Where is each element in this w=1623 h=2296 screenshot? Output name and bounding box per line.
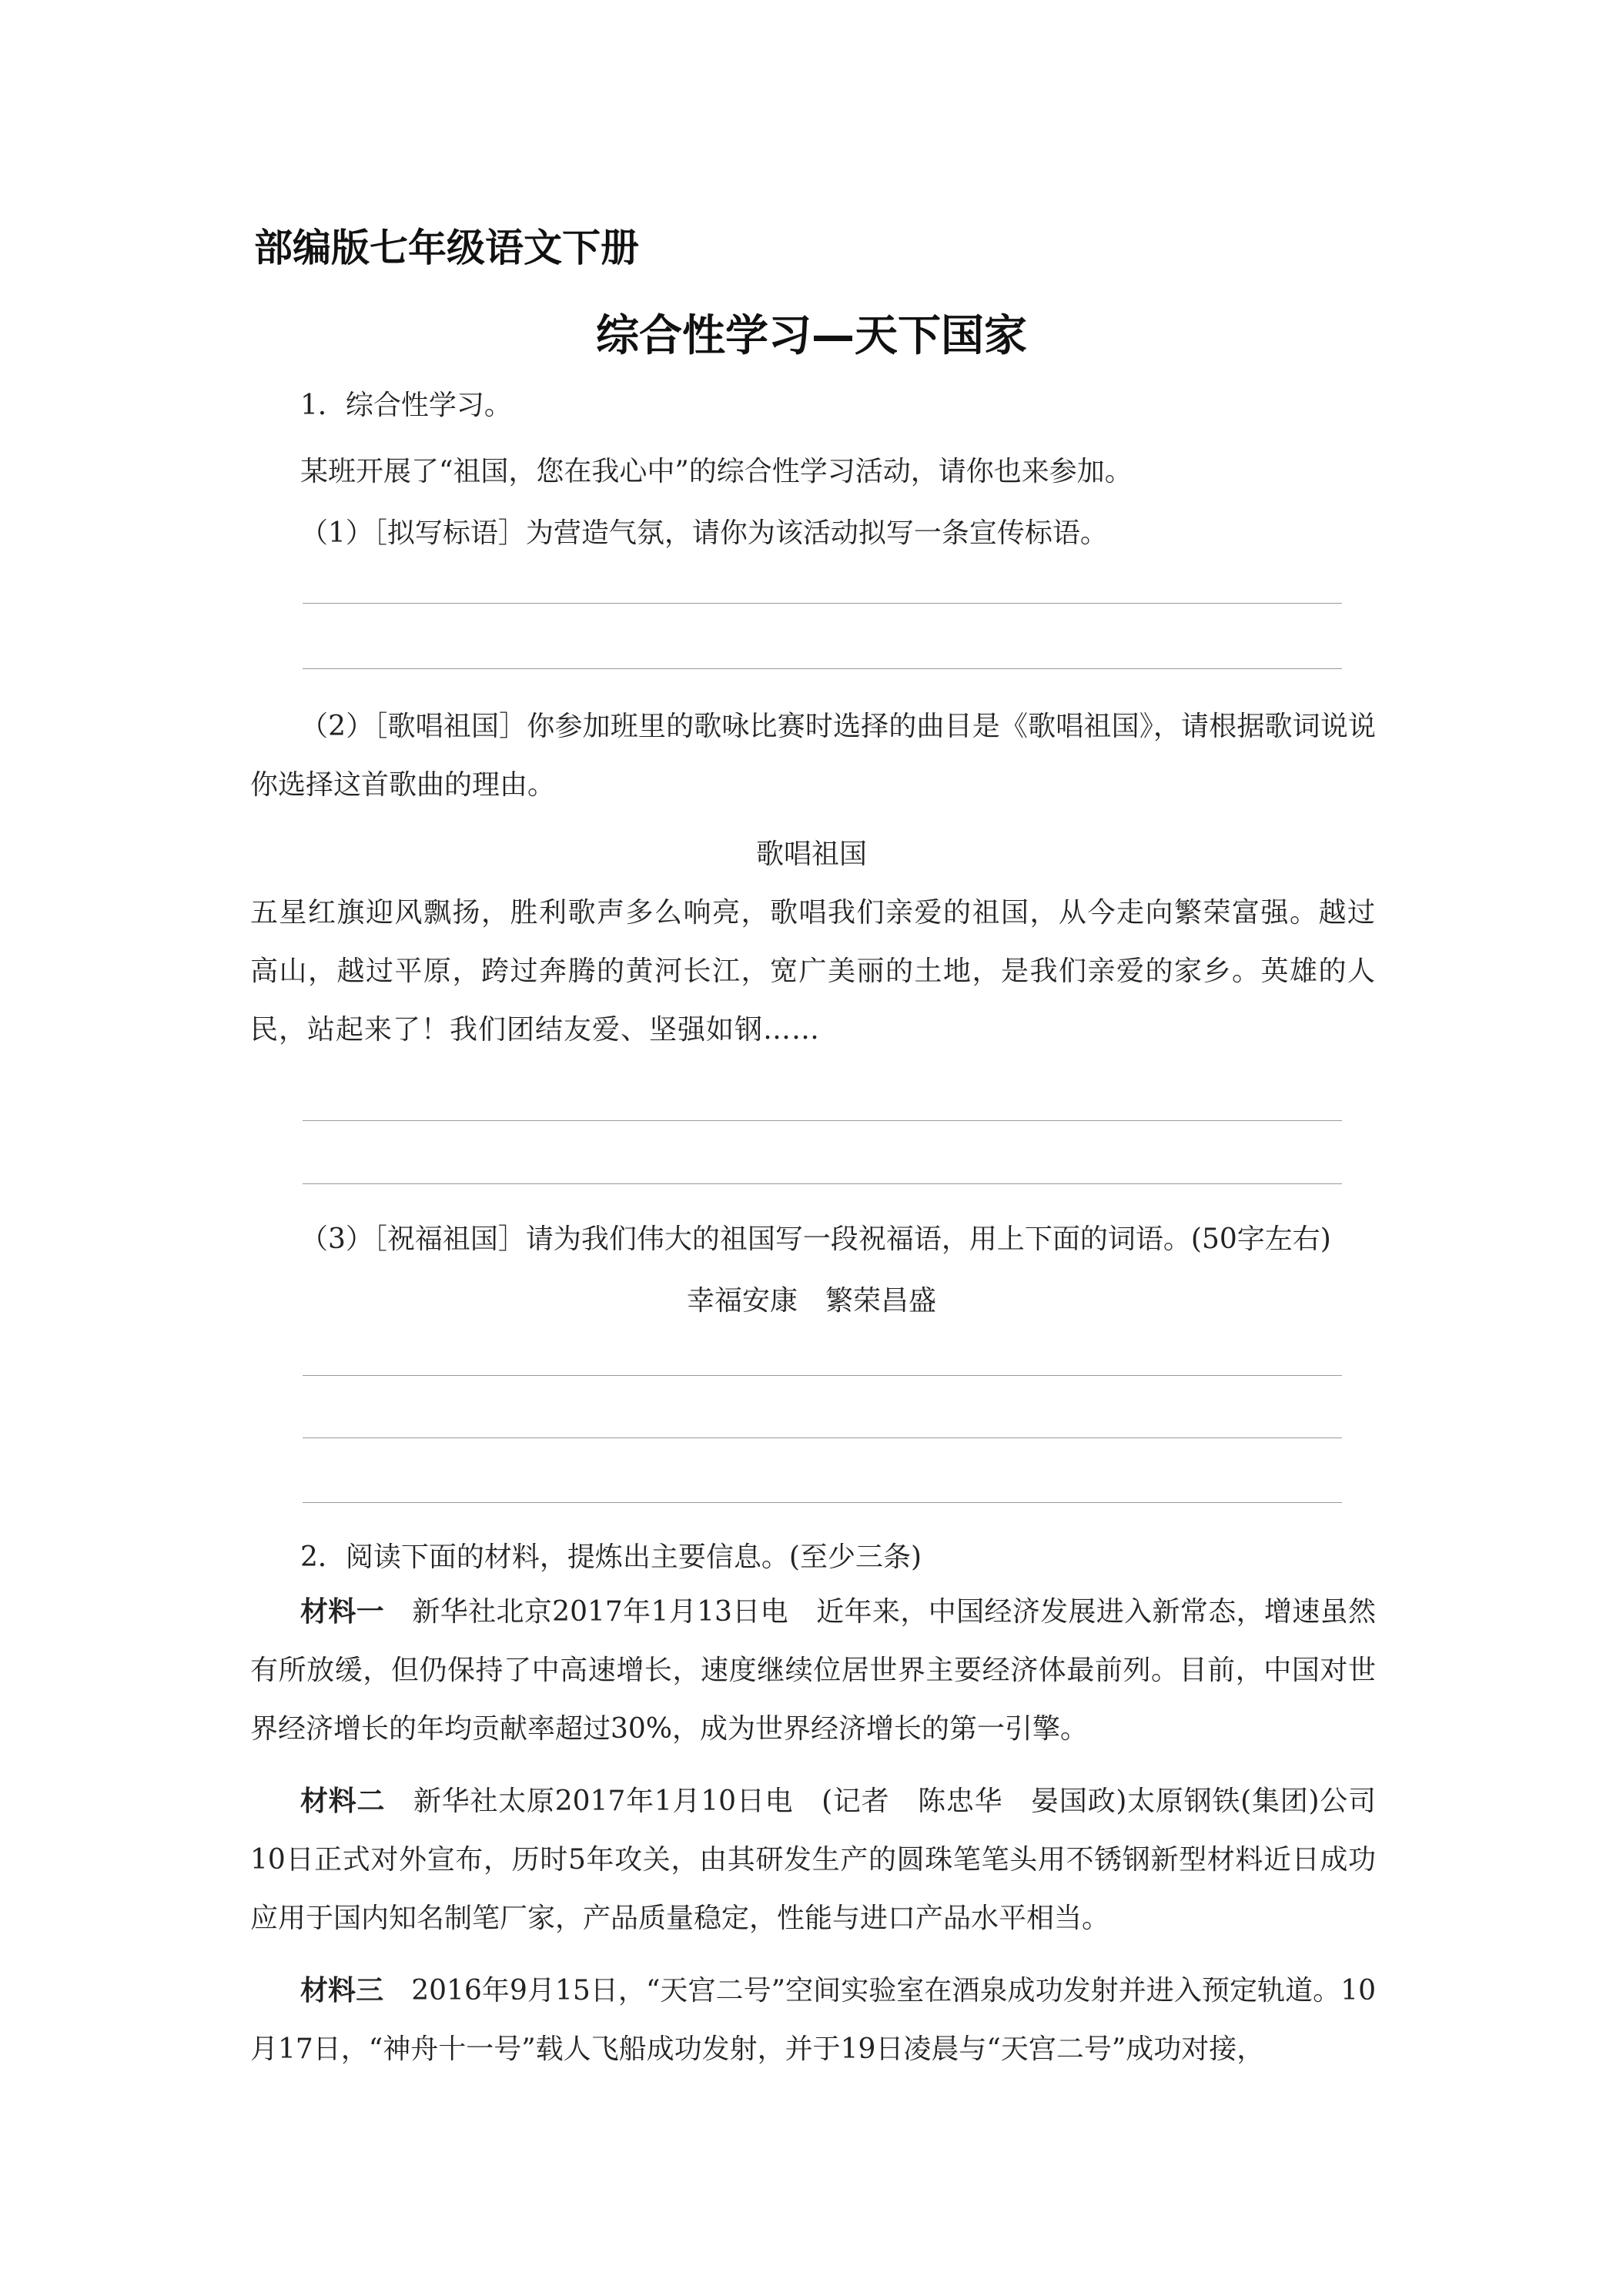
song-lyrics: 五星红旗迎风飘扬，胜利歌声多么响亮，歌唱我们亲爱的祖国，从今走向繁荣富强。越过高山，越过平原，跨过奔腾的黄河长江，宽广美丽的土地，是我们亲爱的家乡。英雄的人民，站起来了！我们团结友爱、坚强如钢…… xyxy=(250,897,1376,1046)
material-text: 新华社太原2017年1月10日电 (记者 陈忠华 晏国政)太原钢铁(集团)公司10日正式对外宣布，历时5年攻关，由其研发生产的圆珠笔笔头用不锈钢新型材料近日成功应用于国内知名制笔厂家，产品质量稳定，性能与进口产品水平相当。 xyxy=(250,1786,1376,1934)
question-1-heading: 1．综合性学习。 xyxy=(300,390,512,421)
material-label: 材料二 xyxy=(300,1786,386,1817)
material-label: 材料三 xyxy=(300,1975,384,2006)
question-2-heading: 2．阅读下面的材料，提炼出主要信息。(至少三条) xyxy=(300,1541,922,1573)
blessing-keywords: 幸福安康 繁荣昌盛 xyxy=(686,1285,936,1317)
document-title: 综合性学习—天下国家 xyxy=(596,311,1027,361)
answer-line[interactable] xyxy=(303,1375,1342,1376)
song-title: 歌唱祖国 xyxy=(755,838,867,870)
answer-line[interactable] xyxy=(303,1502,1342,1503)
answer-line[interactable] xyxy=(303,1120,1342,1121)
question-1-part-3: （3）［祝福祖国］请为我们伟大的祖国写一段祝福语，用上下面的词语。(50字左右) xyxy=(300,1223,1331,1255)
material-label: 材料一 xyxy=(300,1596,385,1628)
material-3 xyxy=(250,1962,1376,2079)
book-title: 部编版七年级语文下册 xyxy=(254,226,639,270)
answer-line[interactable] xyxy=(303,603,1342,604)
answer-line[interactable] xyxy=(303,668,1342,669)
material-text: 新华社北京2017年1月13日电 近年来，中国经济发展进入新常态，增速虽然有所放缓，但仍保持了中高速增长，速度继续位居世界主要经济体最前列。目前，中国对世界经济增长的年均贡献率超过30%，成为世界经济增长的第一引擎。 xyxy=(250,1596,1376,1745)
material-1 xyxy=(250,1583,1376,1759)
material-text: 2016年9月15日，“天宫二号”空间实验室在酒泉成功发射并进入预定轨道。10月17日，“神舟十一号”载人飞船成功发射，并于19日凌晨与“天宫二号”成功对接， xyxy=(250,1975,1376,2065)
question-1-part-1: （1）［拟写标语］为营造气氛，请你为该活动拟写一条宣传标语。 xyxy=(300,517,1108,549)
material-2 xyxy=(250,1772,1376,1948)
question-1-intro: 某班开展了“祖国，您在我心中”的综合性学习活动，请你也来参加。 xyxy=(300,456,1133,487)
answer-line[interactable] xyxy=(303,1183,1342,1184)
question-1-part-2: （2）［歌唱祖国］你参加班里的歌咏比赛时选择的曲目是《歌唱祖国》，请根据歌词说说你选择这首歌曲的理由。 xyxy=(250,711,1376,801)
